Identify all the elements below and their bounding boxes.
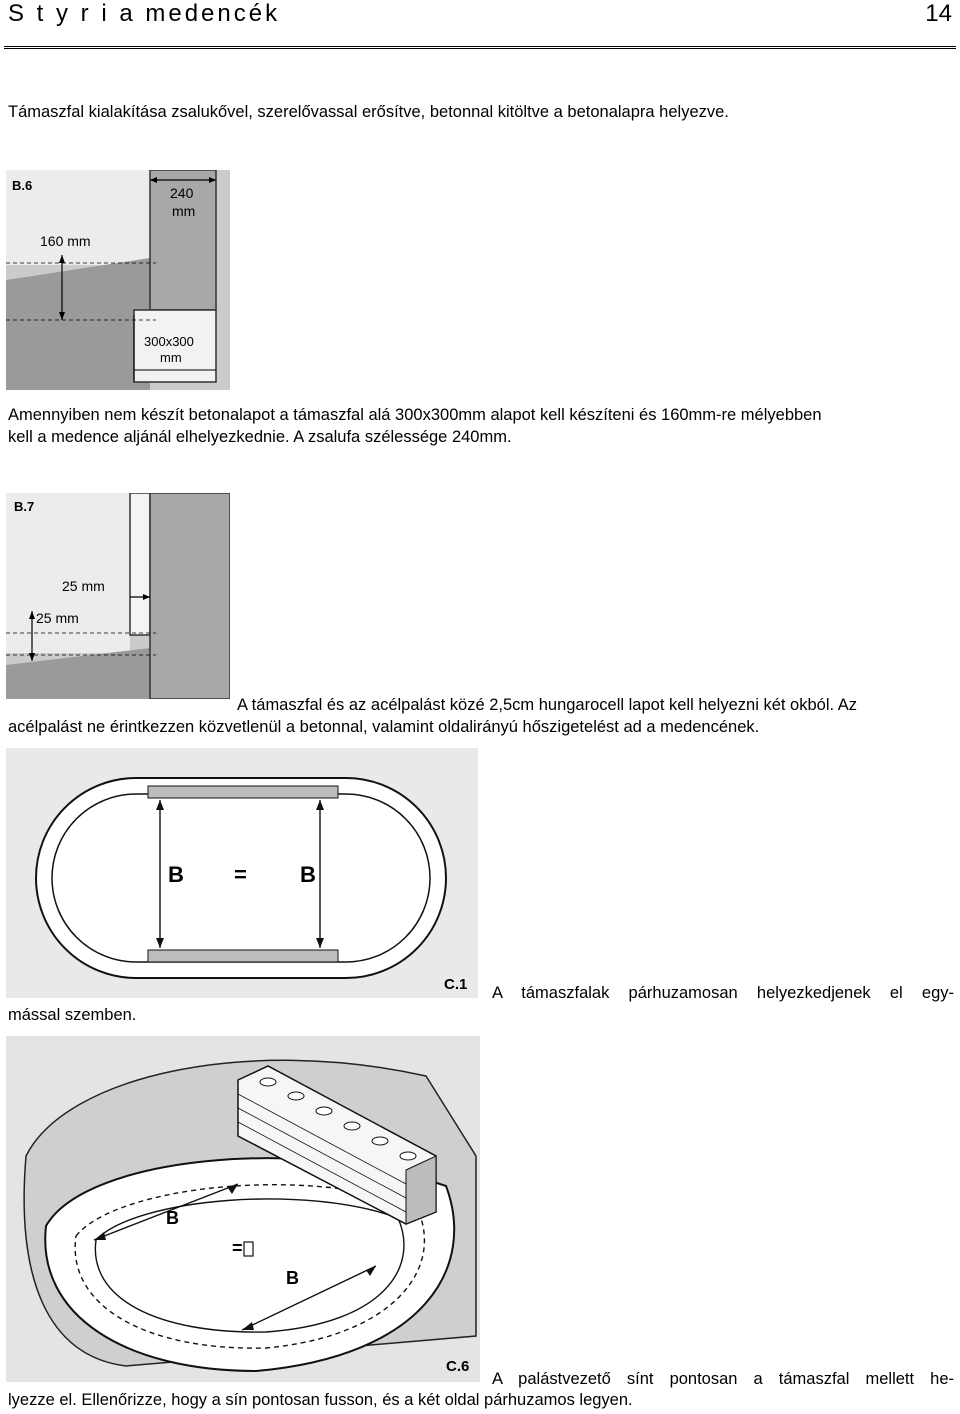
paragraph-insulation-line-2: acélpalást ne érintkezzen közvetlenül a betonnal, valamint oldalirányú hőszigetelést ad a medencének. — [8, 718, 760, 736]
figure-c6-label: C.6 — [446, 1358, 470, 1375]
figure-c6 — [6, 1036, 480, 1382]
paragraph-intro: Támaszfal kialakítása zsalukővel, szerelővassal erősítve, betonnal kitöltve a betonalapra helyezve. — [8, 103, 729, 121]
figure-c1-equals: = — [234, 862, 247, 887]
figure-b7-dim-gap: 25 mm — [62, 578, 105, 594]
paragraph-rail-line-2: lyezze el. Ellenőrizze, hogy a sín pontosan fusson, és a két oldal párhuzamos legyen. — [8, 1391, 633, 1409]
figure-b6-dim-width-number: 240 — [170, 185, 194, 201]
figure-b6 — [6, 170, 230, 390]
figure-c6-b-upper: B — [166, 1208, 179, 1228]
figure-b6-dim-base-size: 300x300 — [144, 334, 194, 349]
figure-c1 — [6, 748, 478, 998]
paragraph-footing-line-2: kell a medence aljánál elhelyezkednie. A zsalufa szélessége 240mm. — [8, 428, 512, 446]
figure-b6-dim-depth: 160 mm — [40, 233, 91, 249]
header-divider — [4, 46, 956, 51]
figure-c1-right-b: B — [300, 862, 316, 887]
paragraph-insulation-line-1: A támaszfal és az acélpalást közé 2,5cm hungarocell lapot kell helyezni két okból. Az — [237, 696, 858, 714]
figure-c6-equals-mark: = — [232, 1238, 243, 1258]
figure-c1-left-b: B — [168, 862, 184, 887]
paragraph-footing-line-1: Amennyiben nem készít betonalapot a támaszfal alá 300x300mm alapot kell készíteni és 160mm-re mélyebben — [8, 406, 822, 424]
figure-b6-dim-base-unit: mm — [160, 350, 182, 365]
figure-b7-label: B.7 — [14, 499, 35, 514]
paragraph-parallel-line-1: A támaszfalak párhuzamosan helyezkedjenek el egy- — [492, 984, 954, 1002]
figure-b7-dim-depth: 25 mm — [36, 610, 79, 626]
paragraph-parallel-line-2: mással szemben. — [8, 1006, 137, 1024]
figure-c1-label: C.1 — [444, 976, 468, 993]
figure-c6-b-lower: B — [286, 1268, 299, 1288]
running-header-title: S t y r i a medencék — [8, 0, 281, 27]
figure-b7 — [6, 493, 230, 699]
page-number: 14 — [925, 0, 952, 27]
paragraph-rail-line-1: A palástvezető sínt pontosan a támaszfal mellett he- — [492, 1370, 954, 1388]
figure-b6-dim-width-unit: mm — [172, 203, 196, 219]
figure-b6-label: B.6 — [12, 178, 33, 193]
